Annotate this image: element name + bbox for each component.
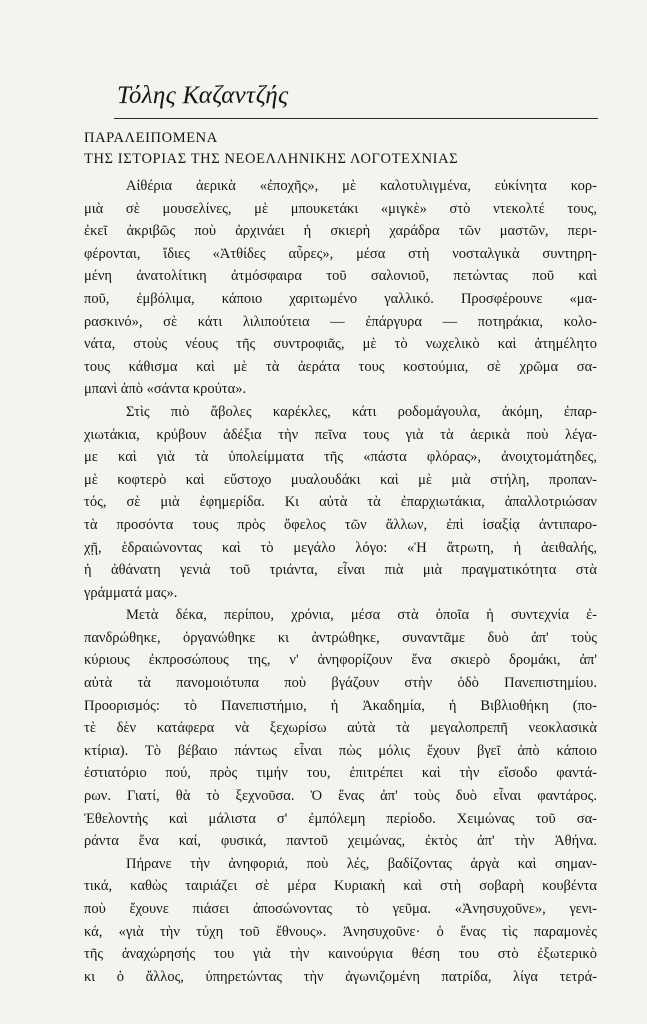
text-line: πανδρώθηκε, ὀργανώθηκε κι ἀντρώθηκε, συναντᾶμε δυὸ ἀπ' τοὺς (84, 629, 597, 646)
text-line: κά, «γιὰ τὴν τύχη τοῦ ἔθνους». Ἀνησυχοῦνε· ὁ ἕνας τὶς παραμονὲς (84, 923, 597, 940)
text-line: Μετὰ δέκα, περίπου, χρόνια, μέσα στὰ ὁποῖα ἡ συντεχνία ἐ- (126, 607, 597, 624)
text-line: τὲ δὲν κατάφερα νὰ ξεχωρίσω αὐτὰ τὰ μεγαλοπρεπῆ νεοκλασικὰ (84, 720, 597, 737)
text-line: ρων. Γιατί, θὰ τὸ ξεχνοῦσα. Ὁ ἕνας ἀπ' τοὺς δυὸ εἶναι φαντάρος. (84, 788, 597, 805)
text-line: ἐκεῖ ἀκριβῶς ποὺ ἀρχινάει ἡ σκιερὴ χαράδρα τῶν μαστῶν, περι- (84, 223, 597, 240)
text-line: μένη ἀνατολίτικη ἀτμόσφαιρα τοῦ σαλονιοῦ, πετώντας ποῦ καὶ (84, 268, 597, 285)
text-line: τός, σὲ μιὰ ἐφημερίδα. Κι αὐτὰ τὰ ἐπαρχιωτάκια, ἀπαλλοτριώσαν (84, 494, 597, 511)
author-underline (114, 118, 598, 119)
text-line: κτίρια). Τὸ βέβαιο πάντως εἶναι πὼς μόλις ἔχουν βγεῖ ἀπὸ κάποιο (84, 742, 597, 759)
text-line: ποὺ ἔχουνε πιάσει ἀποσώνοντας τὸ γεῦμα. «Ἀνησυχοῦνε», γενι- (84, 901, 597, 917)
text-line: κύριους ἐκπροσώπους της, ν' ἀνηφορίζουν ἕνα σκιερὸ δρομάκι, ἀπ' (84, 652, 597, 669)
text-line: κι ὁ ἄλλος, ὑπηρετώντας τὴν ἀγωνιζομένη πατρίδα, λίγα τετρά- (84, 968, 597, 985)
text-line: μπανὶ ἀπὸ «σάντα κρούτα». (84, 381, 247, 398)
text-line: ρασκινό», σὲ κάτι λιλιπούτεια — ἐπάργυρα — ποτηράκια, κολο- (84, 313, 597, 330)
text-line: Αἰθέρια ἀερικὰ «ἐποχῆς», μὲ καλοτυλιγμένα, εὐκίνητα κορ- (126, 178, 597, 194)
author-name: Τόλης Καζαντζής (117, 82, 289, 109)
text-line: φέρονται, ἴδιες «Ἀτθίδες αὖρες», μέσα στὴ νοσταλγικὰ συντηρη- (84, 245, 597, 262)
body-text (84, 175, 597, 988)
text-line: ἐστιατόριο πού, πρὸς τιμήν του, ἐπιτρέπει καὶ τὴν εἴσοδο φαντά- (84, 765, 597, 782)
chapter-title-line-2: ΤΗΣ ΙΣΤΟΡΙΑΣ ΤΗΣ ΝΕΟΕΛΛΗΝΙΚΗΣ ΛΟΓΟΤΕΧΝΙΑΣ (84, 151, 459, 167)
text-line: τους κάθισμα καὶ μὲ τὰ ἀεράτα τους κοστούμια, σὲ χρῶμα σα- (84, 358, 597, 375)
text-line: αὐτὰ τὰ πανομοιότυπα ποὺ βγάζουν στὴν ὁδὸ Πανεπιστημίου. (84, 675, 597, 692)
text-line: νάτα, στοὺς νέους τῆς συντροφιᾶς, μὲ τὸ νωχελικὸ καὶ ἀτημέλητο (84, 336, 597, 353)
text-line: μιὰ σὲ μουσελίνες, μὲ μπουκετάκι «μιγκὲ» στὸ ντεκολτέ τους, (84, 200, 597, 217)
text-line: μὲ κοφτερὸ καὶ εὔστοχο μυαλουδάκι καὶ μὲ μιὰ στήλη, προπαν- (84, 471, 597, 488)
text-line: Ἐθελοντὴς καὶ μάλιστα σ' ἐμπόλεμη περίοδο. Χειμώνας τοῦ σα- (84, 810, 597, 827)
text-line: χῇ, ἑδραιώνοντας καὶ τὸ μεγάλο λόγο: «Ἡ ἄτρωτη, ἡ ἀειθαλής, (84, 539, 597, 556)
chapter-title-line-1: ΠΑΡΑΛΕΙΠΟΜΕΝΑ (84, 130, 218, 146)
text-line: ποῦ, ἐμβόλιμα, κάποιο χαριτωμένο γαλλικό. Προσφέρουνε «μα- (84, 290, 597, 307)
text-line: ἡ ἀθάνατη γενιὰ τοῦ τριάντα, εἶναι πιὰ μιὰ πραγματικότητα στὰ (84, 562, 597, 579)
text-line: χιωτάκια, κρύβουν ἀδέξια τὴν πεῖνα τους γιὰ τὰ ἀερικὰ ποὺ λέγα- (84, 426, 597, 443)
text-line: Προορισμός: τὸ Πανεπιστήμιο, ἡ Ἀκαδημία, ἡ Βιβλιοθήκη (πο- (84, 697, 597, 714)
text-line: με καὶ γιὰ τὰ ὑπολείμματα τῆς «πάστα φλόρας», ἀνοιχτομάτηδες, (84, 449, 597, 466)
text-line: ράντα ἕνα καί, φυσικά, παντοῦ χειμώνας, ἐκτὸς ἀπ' τὴν Ἀθήνα. (84, 833, 597, 850)
text-line: Στὶς πιὸ ἄβολες καρέκλες, κάτι ροδομάγουλα, ἀκόμη, ἐπαρ- (126, 403, 597, 420)
text-line: τικά, καθὼς ταιριάζει σὲ μέρα Κυριακὴ καὶ στὴ σοβαρὴ κουβέντα (84, 878, 597, 895)
text-line: τῆς ἀναχώρησής του γιὰ τὴν καινούργια θέση του στὸ ἐξωτερικὸ (84, 946, 597, 963)
text-line: γράμματά μας». (84, 584, 178, 601)
text-line: τὰ προσόντα τους πρὸς ὄφελος τῶν ἄλλων, ἐπὶ ἰσαξίᾳ ἀντιπαρο- (84, 516, 597, 533)
text-line: Πήρανε τὴν ἀνηφοριά, ποὺ λές, βαδίζοντας ἀργὰ καὶ σημαν- (126, 855, 597, 872)
